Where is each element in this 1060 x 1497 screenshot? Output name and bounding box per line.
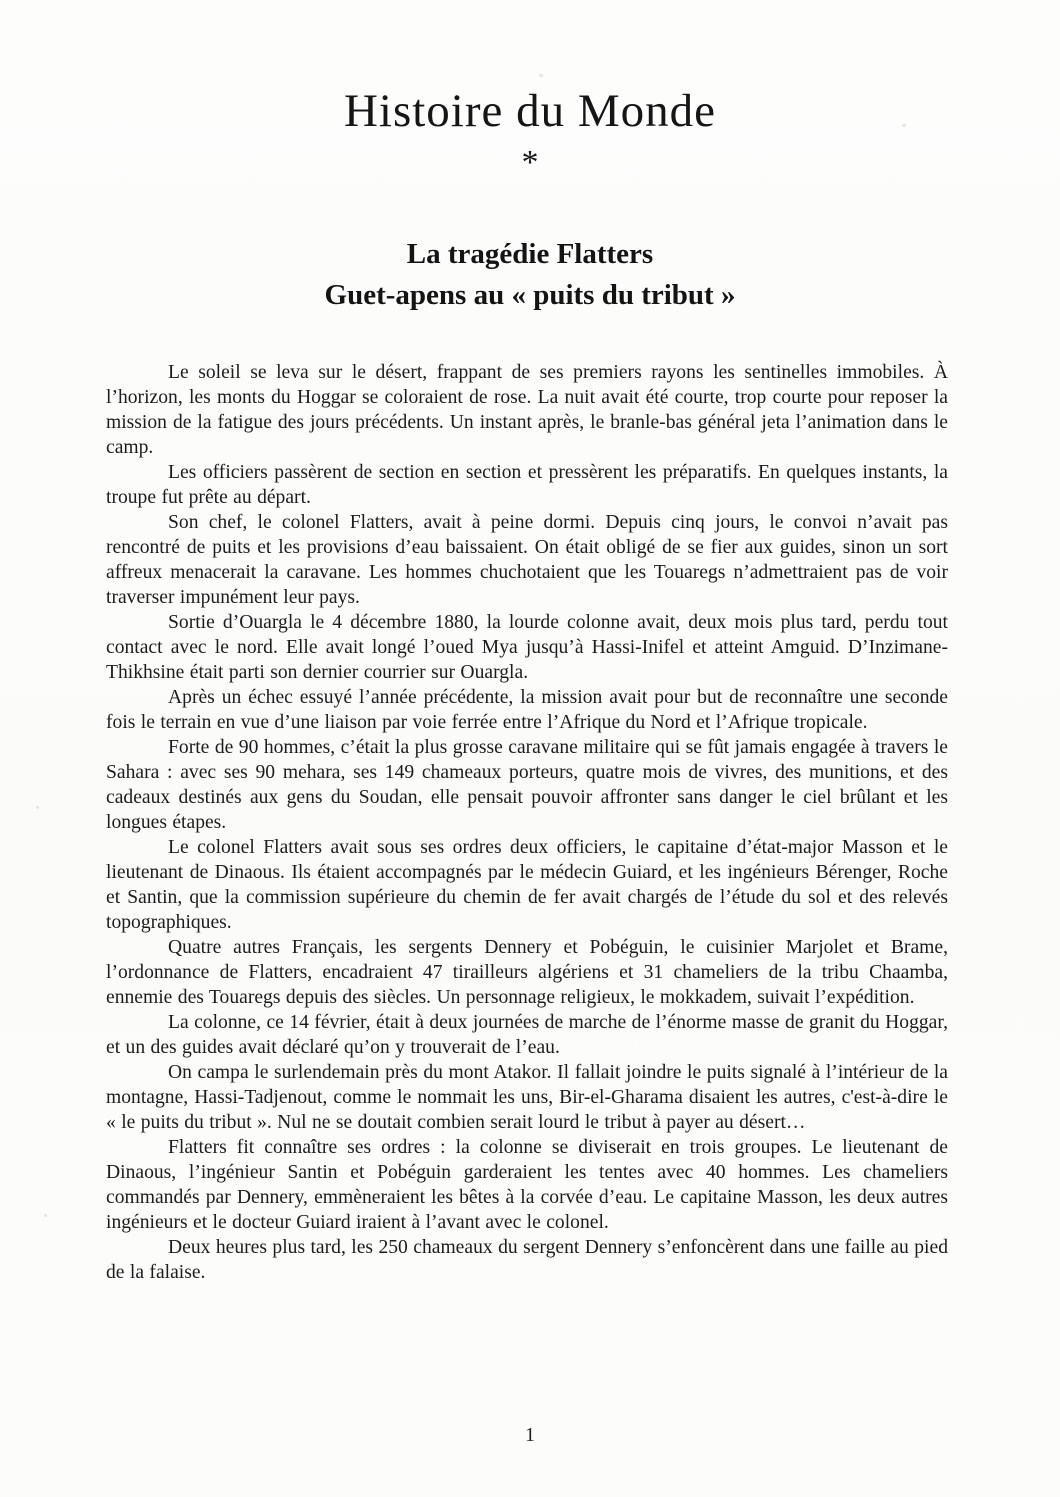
paragraph: Après un échec essuyé l’année précédente, la mission avait pour but de reconnaître une seconde fois le terrain en vue d’une liaison par voie ferrée entre l’Afrique du Nord et l’Afrique tropicale.	[106, 687, 948, 733]
paragraph: Flatters fit connaître ses ordres : la colonne se diviserait en trois groupes. Le lieutenant de Dinaous, l’ingénieur Santin et Pobéguin garderaient les tentes avec 40 hommes. Les chameliers commandés par Dennery, emmèneraient les bêtes à la corvée d’eau. Le capitaine Masson, les deux autres ingénieurs et le docteur Guiard iraient à l’avant avec le colonel.	[106, 1137, 948, 1233]
scan-speck	[902, 124, 906, 127]
scan-speck	[539, 74, 543, 77]
paragraph: La colonne, ce 14 février, était à deux journées de marche de l’énorme masse de granit du Hoggar, et un des guides avait déclaré qu’on y trouverait de l’eau.	[106, 1012, 948, 1058]
paragraph: On campa le surlendemain près du mont Atakor. Il fallait joindre le puits signalé à l’intérieur de la montagne, Hassi-Tadjenout, comme le nommait les uns, Bir-el-Gharama disaient les autres, c'est-à-dire le « le puits du tribut ». Nul ne se doutait combien serait lourd le tribut à payer au désert…	[106, 1062, 948, 1133]
page-title: Histoire du Monde	[343, 85, 717, 137]
paragraph: Sortie d’Ouargla le 4 décembre 1880, la lourde colonne avait, deux mois plus tard, perdu tout contact avec le nord. Elle avait longé l’oued Mya jusqu’à Hassi-Inifel et atteint Amguid. D’Inzimane-Thikhsine était parti son dernier courrier sur Ouargla.	[106, 612, 948, 683]
asterisk-separator: *	[521, 144, 539, 181]
article-title	[0, 234, 1060, 316]
paragraph: Deux heures plus tard, les 250 chameaux du sergent Dennery s’enfoncèrent dans une faille au pied de la falaise.	[106, 1237, 948, 1283]
paragraph: Forte de 90 hommes, c’était la plus grosse caravane militaire qui se fût jamais engagée à travers le Sahara : avec ses 90 mehara, ses 149 chameaux porteurs, quatre mois de vivres, des munitions, et des cadeaux destinés aux gens du Soudan, elle pensait pouvoir affronter sans danger le ciel brûlant et les longues étapes.	[106, 737, 948, 833]
paragraph: Le colonel Flatters avait sous ses ordres deux officiers, le capitaine d’état-major Masson et le lieutenant de Dinaous. Ils étaient accompagnés par le médecin Guiard, et les ingénieurs Bérenger, Roche et Santin, que la commission supérieure du chemin de fer avait chargés de l’étude du sol et des relevés topographiques.	[106, 837, 948, 933]
article-title-line2: Guet-apens au « puits du tribut »	[324, 279, 736, 311]
article-body	[106, 360, 948, 1285]
scan-speck	[44, 1214, 47, 1217]
paragraph: Son chef, le colonel Flatters, avait à peine dormi. Depuis cinq jours, le convoi n’avait pas rencontré de puits et les provisions d’eau baissaient. On était obligé de se fier aux guides, sinon un sort affreux menacerait la caravane. Les hommes chuchotaient que les Touaregs n’admettraient pas de voir traverser impunément leur pays.	[106, 512, 948, 608]
paragraph: Quatre autres Français, les sergents Dennery et Pobéguin, le cuisinier Marjolet et Brame, l’ordonnance de Flatters, encadraient 47 tirailleurs algériens et 31 chameliers de la tribu Chaamba, ennemie des Touaregs depuis des siècles. Un personnage religieux, le mokkadem, suivait l’expédition.	[106, 937, 948, 1008]
paragraph: Le soleil se leva sur le désert, frappant de ses premiers rayons les sentinelles immobiles. À l’horizon, les monts du Hoggar se coloraient de rose. La nuit avait été courte, trop courte pour reposer la mission de la fatigue des jours précédents. Un instant après, le branle-bas général jeta l’animation dans le camp.	[106, 362, 948, 458]
scan-speck	[36, 806, 39, 809]
paragraph: Les officiers passèrent de section en section et pressèrent les préparatifs. En quelques instants, la troupe fut prête au départ.	[106, 462, 948, 508]
article-title-line1: La tragédie Flatters	[406, 238, 654, 270]
page-number: 1	[525, 1424, 535, 1446]
